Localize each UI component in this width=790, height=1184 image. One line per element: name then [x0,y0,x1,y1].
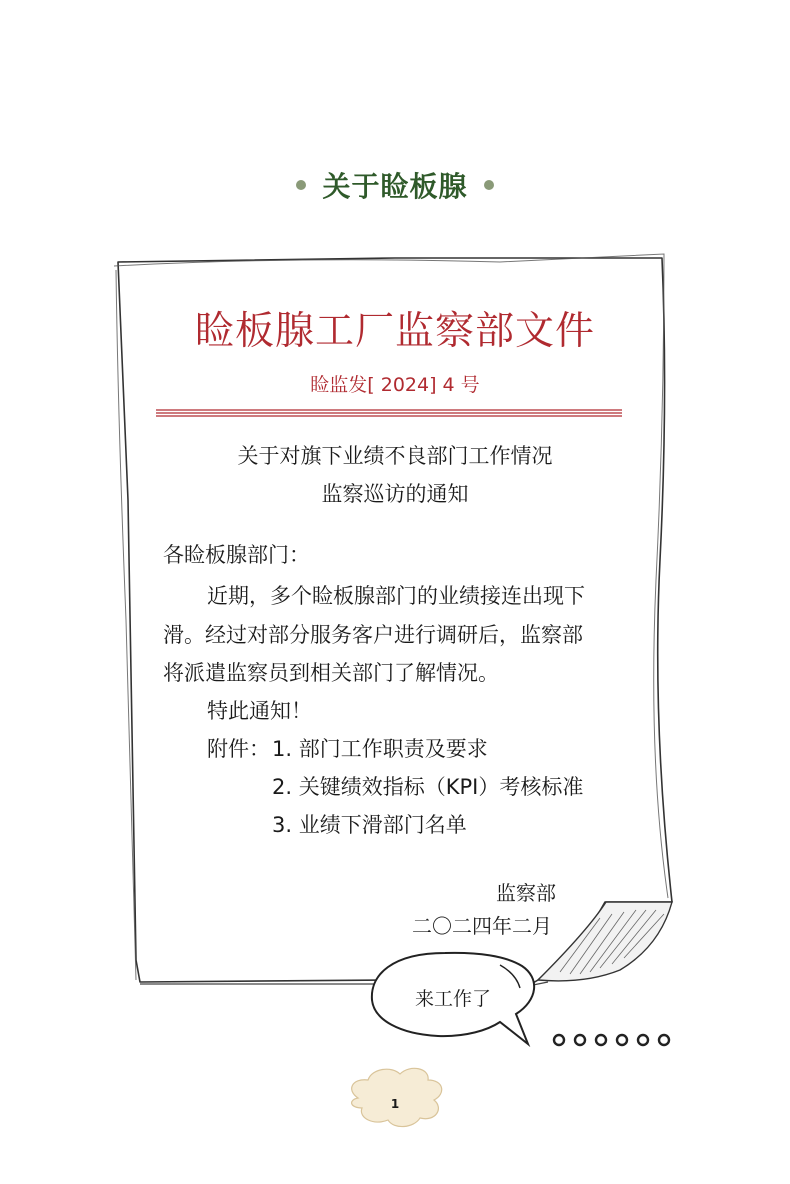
closing-line: 特此通知！ [207,699,312,723]
document-number: 睑监发[ 2024] 4 号 [310,374,480,396]
attachment-2: 2. 关键绩效指标（KPI）考核标准 [272,775,584,799]
signature-date: 二〇二四年二月 [412,914,552,938]
section-heading-text: 关于睑板腺 [322,170,468,203]
body-line-3: 将派遣监察员到相关部门了解情况。 [163,661,499,685]
attachment-3: 3. 业绩下滑部门名单 [272,813,467,837]
subject-line-2: 监察巡访的通知 [321,482,469,506]
decorative-dots [554,1035,669,1045]
attachment-1: 1. 部门工作职责及要求 [272,737,488,761]
body-line-2: 滑。经过对部分服务客户进行调研后，监察部 [163,623,583,647]
signature-department: 监察部 [496,881,556,905]
salutation: 各睑板腺部门： [163,543,310,567]
page-number: 1 [390,1097,400,1111]
attachments-label: 附件： [207,737,270,761]
speech-bubble-text: 来工作了 [414,988,491,1010]
body-line-1: 近期，多个睑板腺部门的业绩接连出现下 [207,584,585,608]
subject-line-1: 关于对旗下业绩不良部门工作情况 [237,444,553,468]
document-title: 睑板腺工厂监察部文件 [194,309,595,354]
